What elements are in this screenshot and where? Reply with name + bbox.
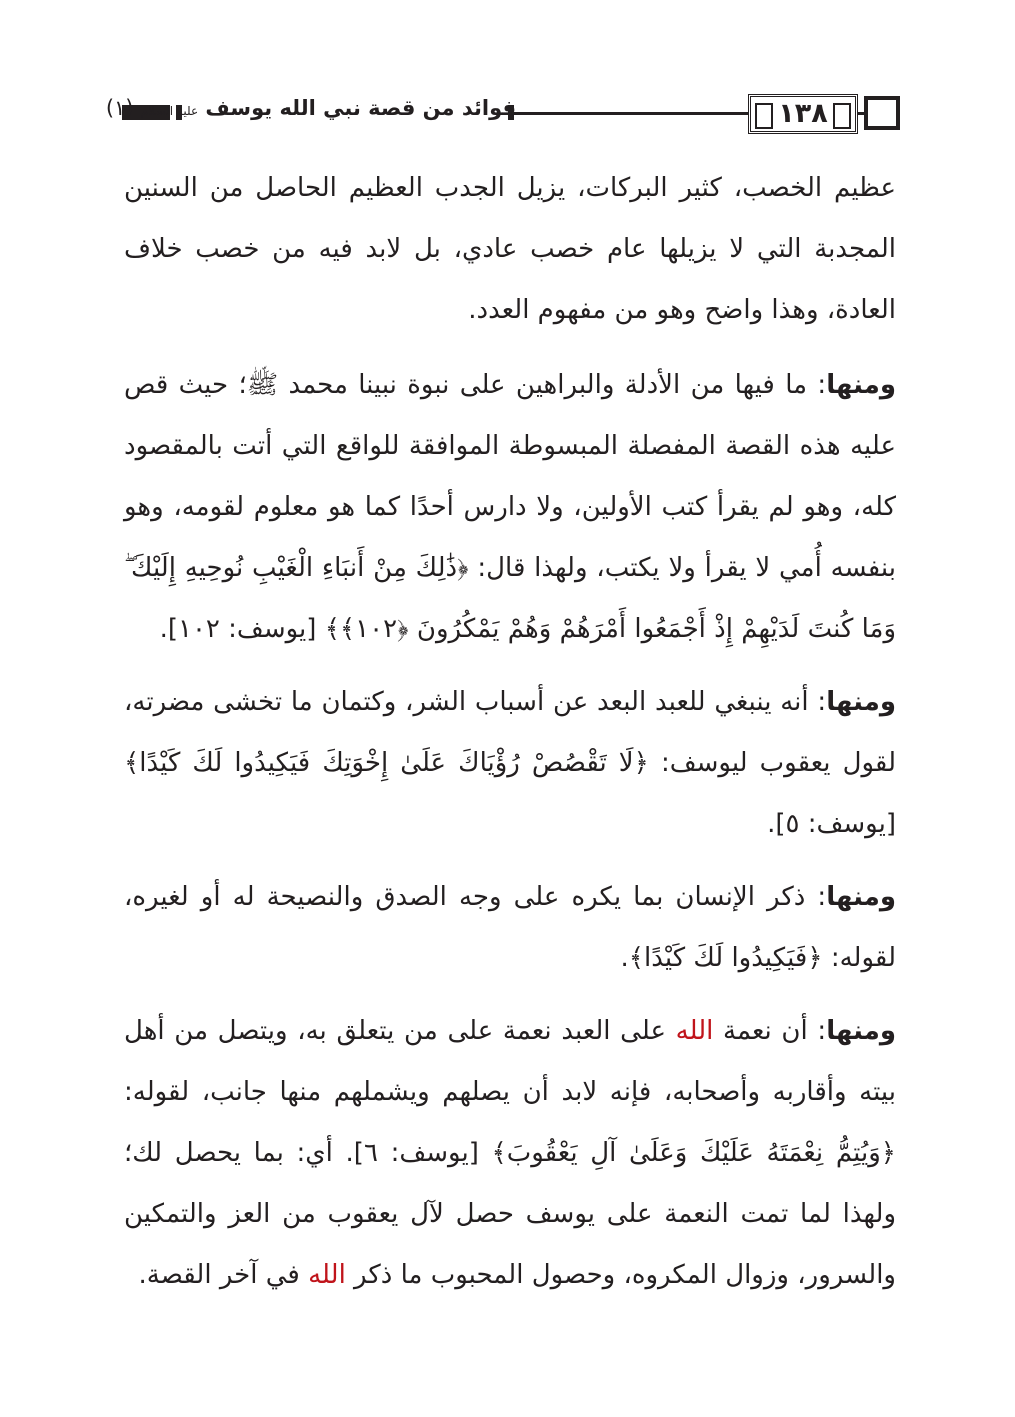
paragraph-prophethood-proof: [124, 355, 896, 660]
paragraph-text: عظيم الخصب، كثير البركات، يزيل الجدب العظيم الحاصل من السنين المجدبة التي لا يزيلها عام خصب عادي، بل لابد فيه من خصب خلاف العادة، وهذا واضح وهو من مفهوم العدد.: [124, 173, 896, 325]
paragraph-lead: ومنها: [826, 1016, 896, 1046]
paragraph-lead: ومنها: [826, 370, 896, 400]
header-part: (١): [105, 96, 134, 120]
paragraph-lead: ومنها: [826, 882, 896, 912]
paragraph-text: : ذكر الإنسان بما يكره على وجه الصدق والنصيحة له أو لغيره، لقوله: ﴿فَيَكِيدُوا لَكَ كَيْدًا﴾.: [124, 882, 896, 973]
page-body: [124, 158, 896, 1318]
paragraph-text: : أنه ينبغي للعبد البعد عن أسباب الشر، وكتمان ما تخشى مضرته، لقول يعقوب ليوسف: ﴿لَا تَقْصُصْ رُؤْيَاكَ عَلَىٰ إِخْوَتِكَ فَيَكِيدُوا لَكَ كَيْدًا﴾ [يوسف: ٥].: [124, 687, 896, 839]
header-honorific: عليه السلام: [140, 104, 199, 118]
page-number-frame: [748, 94, 858, 134]
header-right-box: [864, 96, 900, 130]
paragraph-blessing: [124, 1001, 896, 1306]
paragraph-text-3: في آخر القصة.: [138, 1260, 309, 1290]
header-title: [106, 96, 516, 120]
paragraph-lead: ومنها: [826, 687, 896, 717]
paragraph-text-1: : أن نعمة: [713, 1016, 827, 1046]
paragraph-text: : ما فيها من الأدلة والبراهين على نبوة نبينا محمد ﷺ؛ حيث قص عليه هذه القصة المفصلة المبسوطة الموافقة للواقع التي أتت بالمقصود كله، وهو لم يقرأ كتب الأولين، ولا دارس أحدًا كما هو معلوم لقومه، وهو بنفسه أُمي لا يقرأ ولا يكتب، ولهذا قال: ﴿ذَٰلِكَ مِنْ أَنبَاءِ الْغَيْبِ نُوحِيهِ إِلَيْكَ ۖ وَمَا كُنتَ لَدَيْهِمْ إِذْ أَجْمَعُوا أَمْرَهُمْ وَهُمْ يَمْكُرُونَ ﴿١٠٢﴾﴾ [يوسف: ١٠٢].: [124, 370, 896, 644]
paragraph-advice: [124, 867, 896, 989]
header-title-text: فوائد من قصة نبي الله يوسف: [205, 96, 516, 120]
divine-name-highlight: الله: [308, 1260, 346, 1290]
paragraph-avoid-harm: [124, 672, 896, 855]
paragraph-continuation: [124, 158, 896, 341]
page-number: ١٣٨: [778, 98, 828, 129]
divine-name-highlight: الله: [675, 1016, 714, 1046]
paragraph-text-2: على العبد نعمة على من يتعلق به، ويتصل من أهل بيته وأقاربه وأصحابه، فإنه لابد أن يصلهم ويشملهم منها جانب، لقوله: ﴿وَيُتِمُّ نِعْمَتَهُ عَلَيْكَ وَعَلَىٰ آلِ يَعْقُوبَ﴾ [يوسف: ٦]. أي: بما يحصل لك؛ ولهذا لما تمت النعمة على يوسف حصل لآل يعقوب من العز والتمكين والسرور، وزوال المكروه، وحصول المحبوب ما ذكر: [124, 1016, 896, 1290]
header-rule: [514, 112, 750, 115]
running-header: [105, 92, 896, 136]
